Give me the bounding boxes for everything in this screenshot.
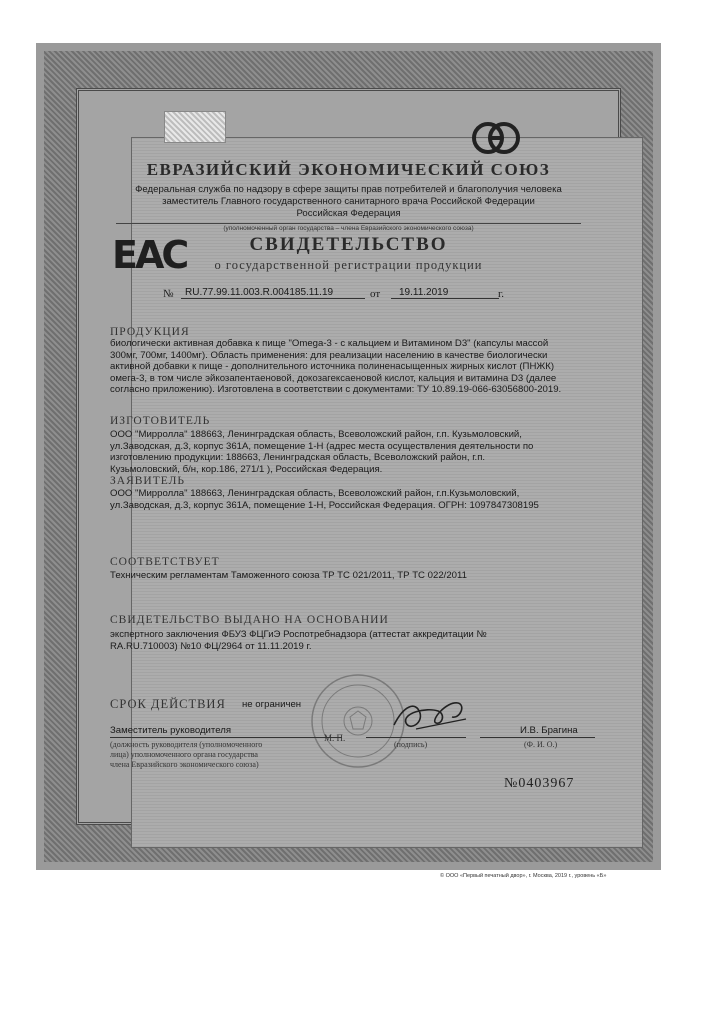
signature-icon (386, 691, 476, 741)
manufacturer-line: изготовлению продукции: 188663, Ленинградская область, Всеволожский район, г.п. (110, 452, 486, 464)
signer-caption-line: лица) уполномоченного органа государства (110, 750, 258, 759)
validity-value: не ограничен (242, 699, 302, 710)
authority-line-1: Федеральная служба по надзору в сфере защиты прав потребителей и благополучия человека (135, 184, 562, 195)
signer-caption-line: члена Евразийского экономического союза) (110, 760, 259, 769)
eaeu-logo-icon (471, 121, 521, 155)
product-line: биологически активная добавка к пище "Omega-3 - с кальцием и Витамином D3" (капсулы массой (110, 338, 549, 349)
registration-date: 19.11.2019 (391, 287, 499, 299)
manufacturer-text (110, 429, 610, 475)
authority-line-3: Российская Федерация (296, 208, 401, 219)
fio-caption: (Ф. И. О.) (524, 740, 558, 749)
mp-label: М. П. (324, 733, 346, 743)
basis-heading: СВИДЕТЕЛЬСТВО ВЫДАНО НА ОСНОВАНИИ (110, 614, 389, 626)
basis-text (110, 629, 610, 652)
product-line: 300мг, 700мг, 1400мг). Область применения: для реализации населению в качестве биологически (110, 349, 548, 361)
product-line: согласно приложению). Изготовлена в соответствии с документами: ТУ 10.89.19-066-63056800-2019. (110, 384, 562, 396)
complies-text (110, 570, 610, 582)
printer-imprint: © ООО «Первый печатный двор», г. Москва, 2019 г., уровень «Б» (440, 873, 607, 879)
number-label: № (163, 288, 174, 300)
manufacturer-line: ул.Заводская, д.3, корпус 361А, помещение 1-Н (адрес места осуществления деятельности по (110, 440, 534, 452)
manufacturer-line: Кузьмоловский, б/н, кор.186, 271/1 ), Российская Федерация. (110, 463, 383, 475)
authority-caption: (уполномоченный орган государства – члена Евразийского экономического союза) (116, 223, 581, 232)
name-underline (480, 737, 595, 738)
signer-position: Заместитель руководителя (110, 725, 232, 736)
union-title: ЕВРАЗИЙСКИЙ ЭКОНОМИЧЕСКИЙ СОЮЗ (146, 160, 551, 179)
applicant-heading: ЗАЯВИТЕЛЬ (110, 475, 186, 487)
certificate-sheet (36, 43, 661, 870)
product-text (110, 338, 610, 396)
position-underline (110, 737, 342, 738)
product-line: активной добавки к пище - дополнительного источника полиненасыщенных жирных кислот (ПНЖК) (110, 361, 555, 373)
certificate-title: СВИДЕТЕЛЬСТВО (249, 234, 448, 255)
basis-line: экспертного заключения ФБУЗ ФЦГиЭ Роспотребнадзора (аттестат аккредитации № (110, 629, 487, 640)
sign-underline (366, 737, 466, 738)
hatch-pattern (164, 111, 226, 143)
product-heading: ПРОДУКЦИЯ (110, 326, 190, 338)
signer-caption-line: (должность руководителя (уполномоченного (110, 740, 263, 749)
complies-heading: СООТВЕТСТВУЕТ (110, 556, 220, 568)
eac-mark: ЕАС (112, 233, 187, 277)
complies-line: Техническим регламентам Таможенного союза ТР ТС 021/2011, ТР ТС 022/2011 (110, 570, 467, 581)
from-label: от (370, 288, 381, 300)
year-suffix: г. (498, 288, 505, 300)
manufacturer-line: ООО "Мирролла" 188663, Ленинградская область, Всеволожский район, г.п. Кузьмоловский, (110, 429, 522, 440)
basis-line: RA.RU.710003) №10 ФЦ/2964 от 11.11.2019 г. (110, 640, 312, 652)
signer-caption (110, 740, 262, 770)
signature-caption: (подпись) (394, 740, 428, 749)
applicant-text (110, 488, 610, 511)
registration-number: RU.77.99.11.003.R.004185.11.19 (181, 287, 365, 299)
certificate-subtitle: о государственной регистрации продукции (214, 258, 483, 272)
applicant-line: ООО "Мирролла" 188663, Ленинградская область, Всеволожский район, г.п.Кузьмоловский, (110, 488, 520, 499)
manufacturer-heading: ИЗГОТОВИТЕЛЬ (110, 415, 211, 427)
signer-name: И.В. Брагина (520, 725, 578, 736)
serial-number: №0403967 (504, 776, 575, 791)
authority-line-2: заместитель Главного государственного санитарного врача Российской Федерации (162, 196, 535, 207)
applicant-line: ул.Заводская, д.3, корпус 361А, помещение 1-Н, Российская Федерация. ОГРН: 1097847308195 (110, 499, 539, 511)
validity-heading: СРОК ДЕЙСТВИЯ (110, 697, 226, 711)
product-line: омега-3, в том числе эйкозапентаеновой, докозагексаеновой кислот, кальция и витамина D3 (далее (110, 372, 557, 384)
